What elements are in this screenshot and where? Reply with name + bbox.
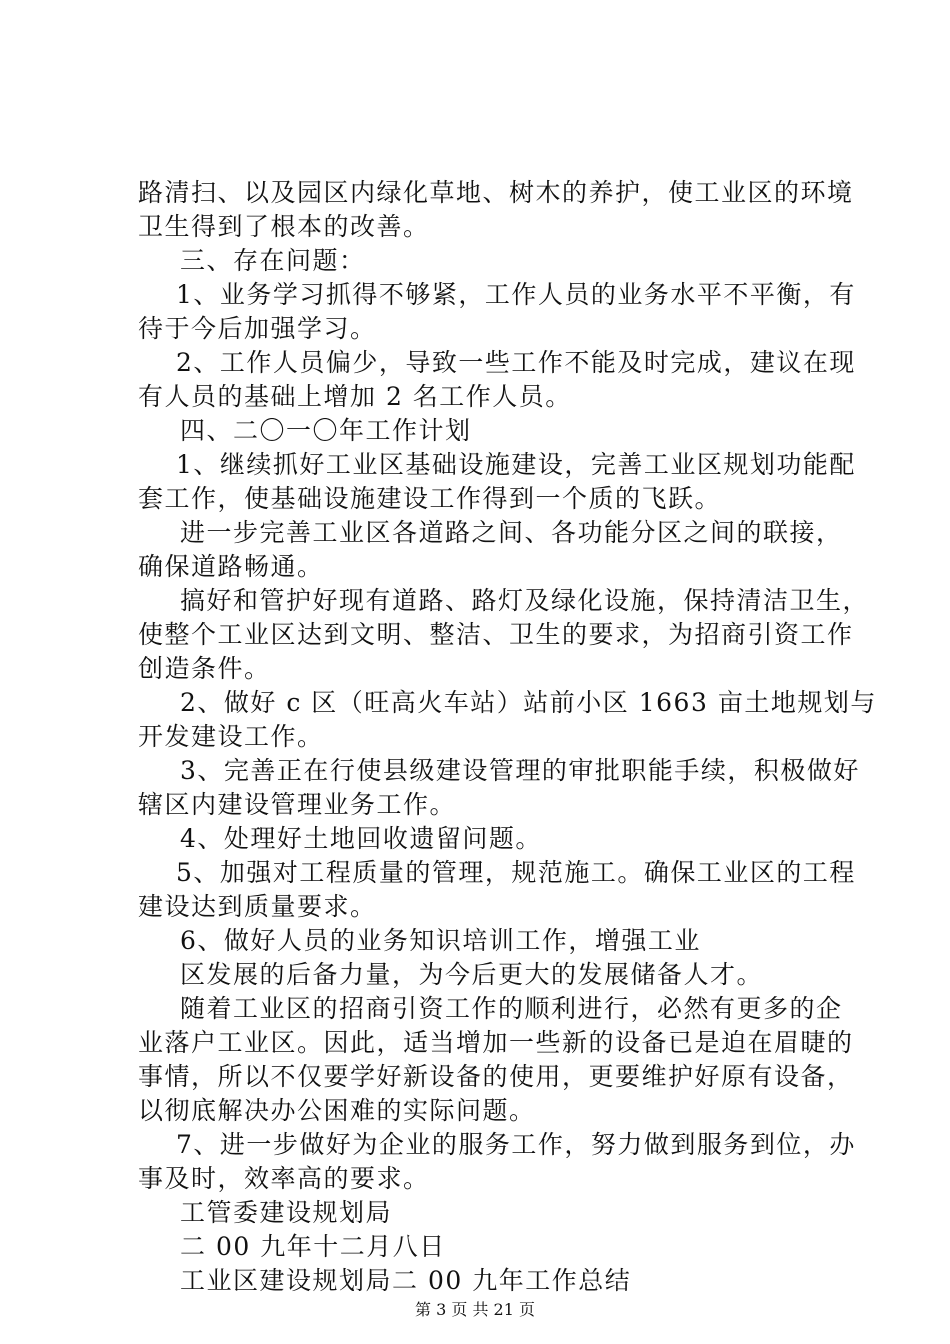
text-line: 进一步完善工业区各道路之间、各功能分区之间的联接， [180,518,843,547]
text-line: 事情，所以不仅要学好新设备的使用，更要维护好原有设备， [138,1062,854,1091]
document-title-line: 工业区建设规划局二 00 九年工作总结 [180,1266,632,1295]
text-line: 区发展的后备力量，为今后更大的发展储备人才。 [180,960,764,989]
text-line: 搞好和管护好现有道路、路灯及绿化设施，保持清洁卫生， [180,586,870,615]
section-heading: 三、存在问题： [180,246,366,275]
text-line: 3、完善正在行使县级建设管理的审批职能手续，积极做好 [180,756,860,785]
text-line: 7、进一步做好为企业的服务工作，努力做到服务到位，办 [176,1130,856,1159]
text-line: 辖区内建设管理业务工作。 [138,790,457,819]
text-line: 创造条件。 [138,654,271,683]
text-line: 确保道路畅通。 [138,552,324,581]
page-number-footer: 第 3 页 共 21 页 [415,1300,535,1319]
signature-date: 二 00 九年十二月八日 [180,1232,446,1261]
text-line: 待于今后加强学习。 [138,314,377,343]
text-line: 套工作，使基础设施建设工作得到一个质的飞跃。 [138,484,722,513]
text-line: 1、业务学习抓得不够紧，工作人员的业务水平不平衡，有 [176,280,856,309]
text-line: 以彻底解决办公困难的实际问题。 [138,1096,536,1125]
text-line: 1、继续抓好工业区基础设施建设，完善工业区规划功能配 [176,450,856,479]
section-heading: 四、二〇一〇年工作计划 [180,416,472,445]
text-line: 4、处理好土地回收遗留问题。 [180,824,542,853]
signature-org: 工管委建设规划局 [180,1198,393,1227]
text-line: 5、加强对工程质量的管理，规范施工。确保工业区的工程 [176,858,856,887]
text-line: 使整个工业区达到文明、整洁、卫生的要求，为招商引资工作 [138,620,854,649]
text-line: 事及时，效率高的要求。 [138,1164,430,1193]
text-line: 2、工作人员偏少，导致一些工作不能及时完成，建议在现 [176,348,856,377]
text-line: 6、做好人员的业务知识培训工作，增强工业 [180,926,701,955]
text-line: 卫生得到了根本的改善。 [138,212,430,241]
text-line: 建设达到质量要求。 [138,892,377,921]
text-line: 业落户工业区。因此，适当增加一些新的设备已是迫在眉睫的 [138,1028,854,1057]
text-line: 随着工业区的招商引资工作的顺利进行，必然有更多的企 [180,994,843,1023]
text-line: 2、做好 c 区（旺高火车站）站前小区 1663 亩土地规划与 [180,688,877,717]
text-line: 路清扫、以及园区内绿化草地、树木的养护，使工业区的环境 [138,178,854,207]
text-line: 开发建设工作。 [138,722,324,751]
text-line: 有人员的基础上增加 2 名工作人员。 [138,382,572,411]
